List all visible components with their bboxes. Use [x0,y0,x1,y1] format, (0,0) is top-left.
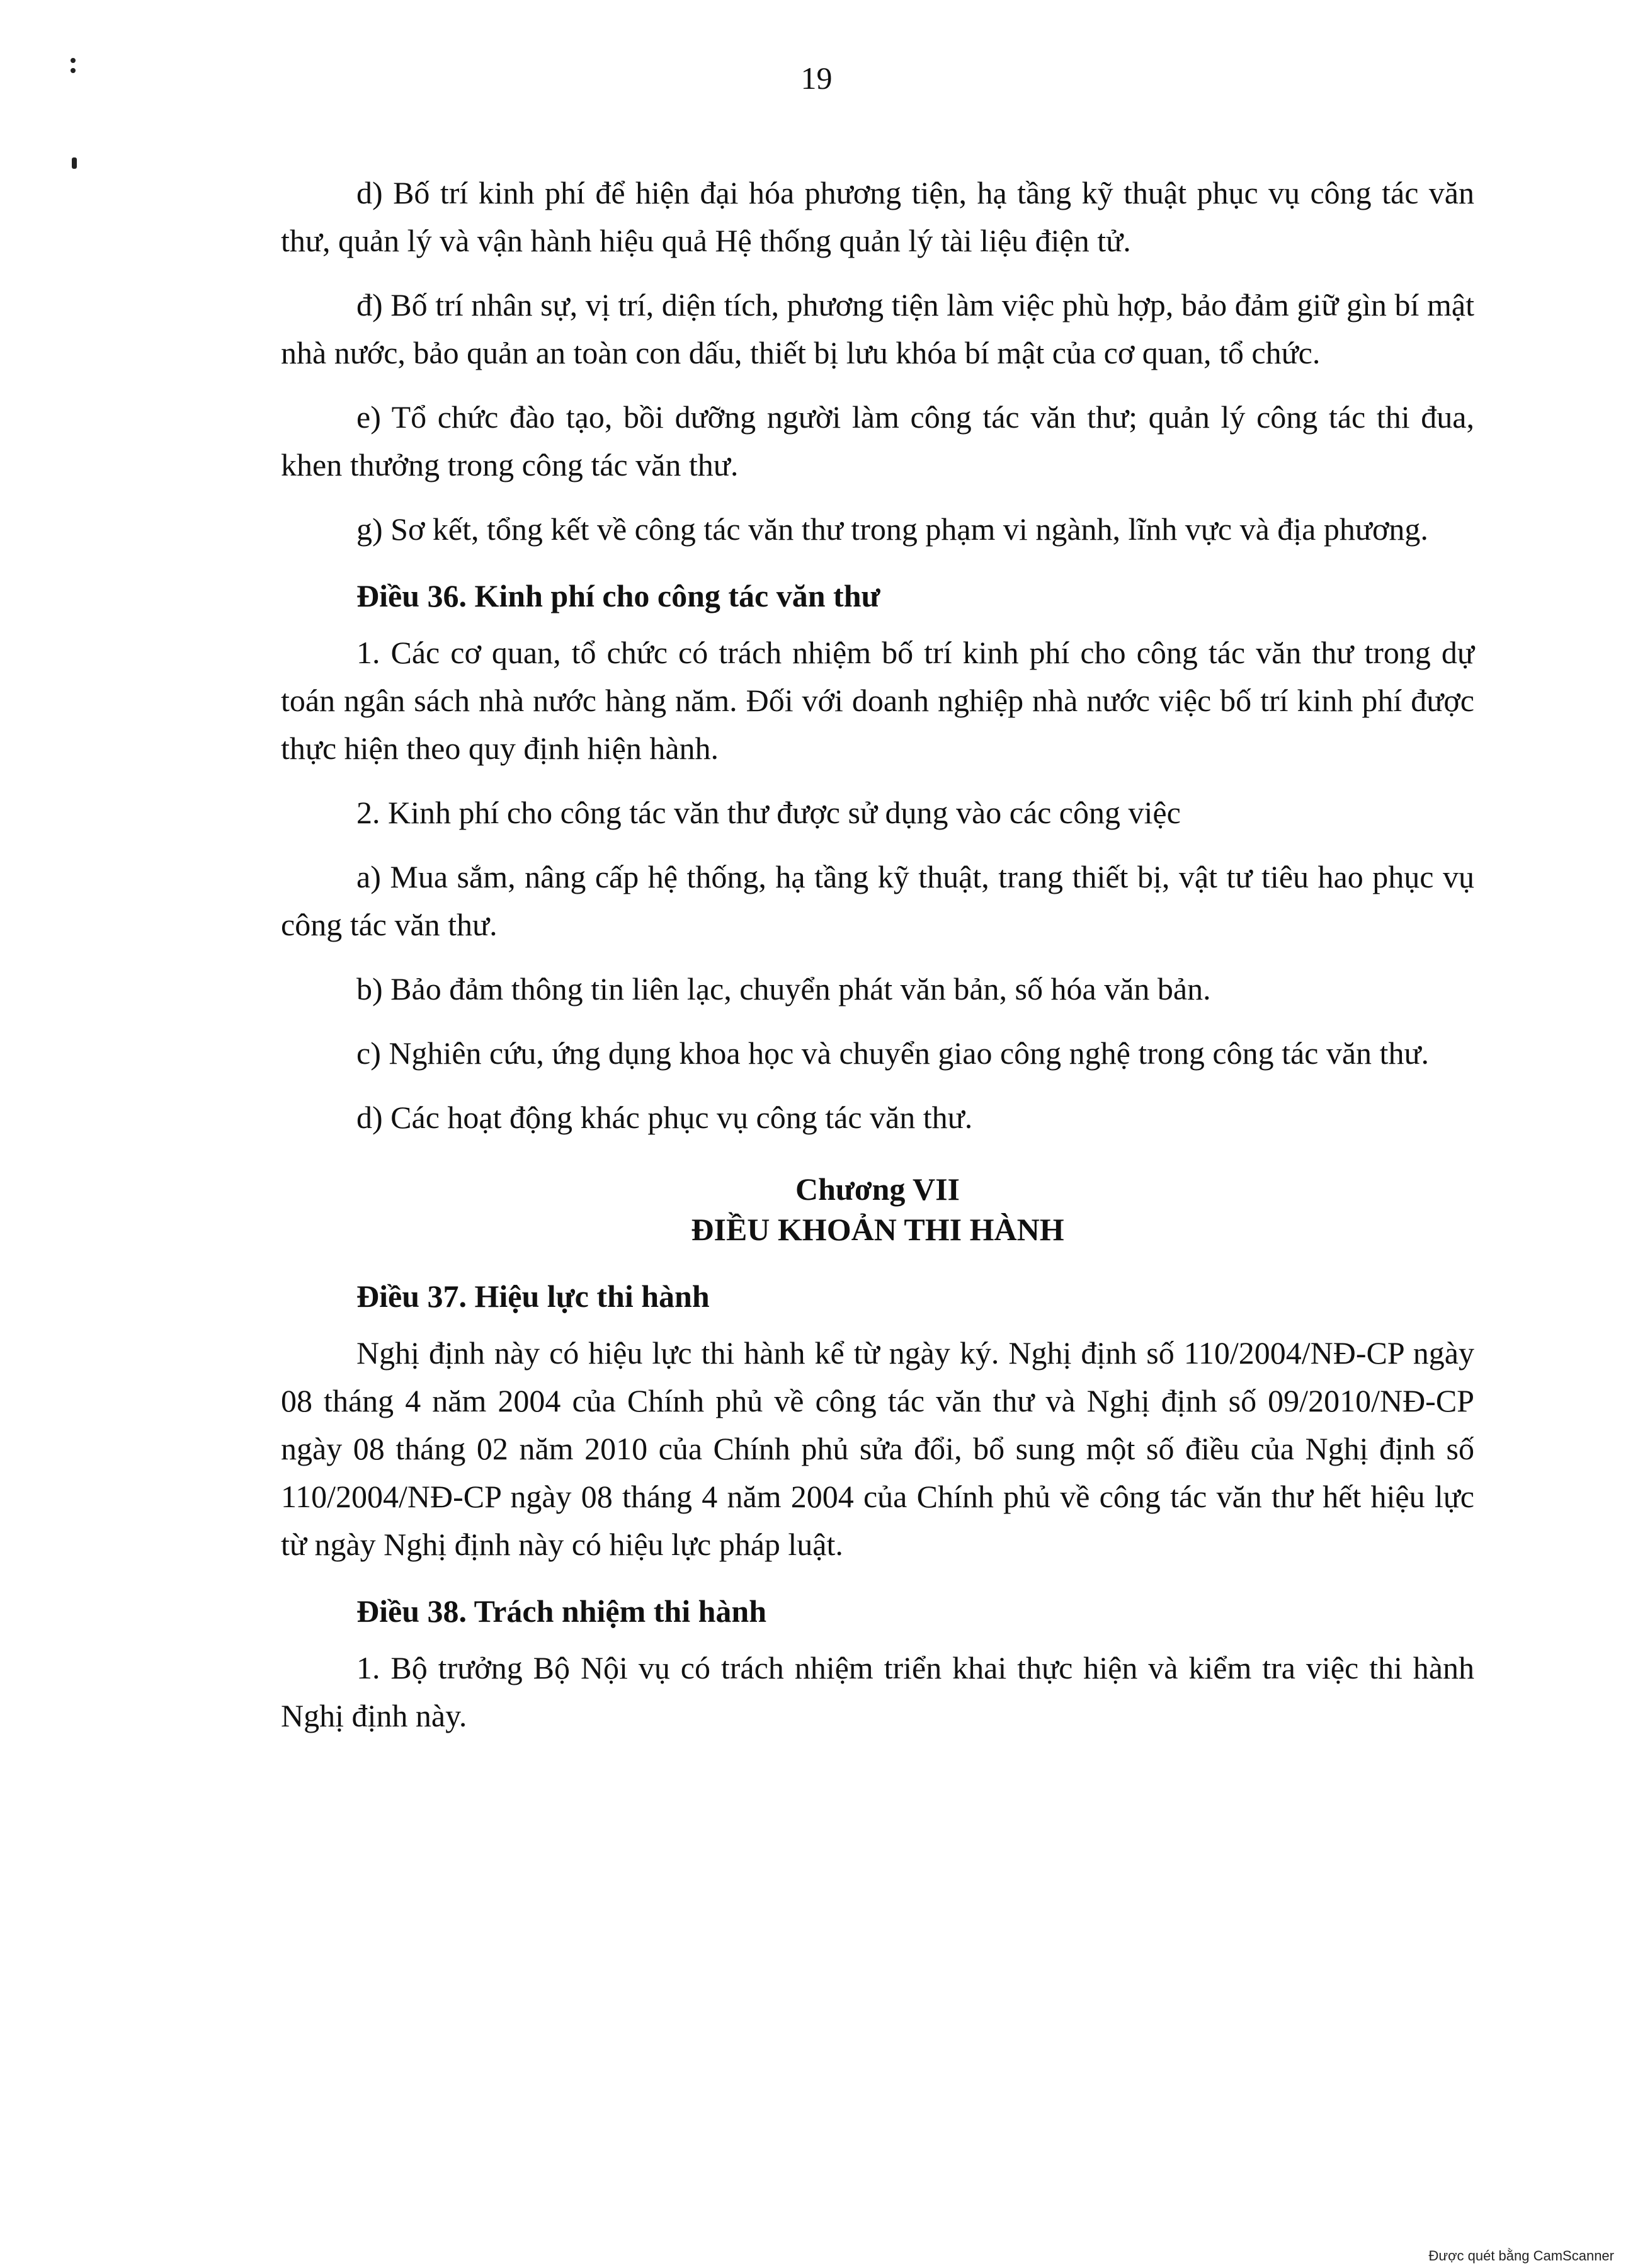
scan-speck [71,68,76,73]
scanner-footer-bar [0,2245,1633,2268]
article-37-text: Nghị định này có hiệu lực thi hành kể từ ngày ký. Nghị định số 110/2004/NĐ-CP ngày 08 tháng 4 năm 2004 của Chính phủ về công tác văn thư và Nghị định số 09/2010/NĐ-CP ngày 08 tháng 02 năm 2010 của Chính phủ sửa đổi, bổ sung một số điều của Nghị định số 110/2004/NĐ-CP ngày 08 tháng 4 năm 2004 của Chính phủ về công tác văn thư hết hiệu lực từ ngày Nghị định này có hiệu lực pháp luật. [281,1335,1474,1562]
article-37-heading: Điều 37. Hiệu lực thi hành [356,1279,710,1314]
paragraph-item-g: g) Sơ kết, tổng kết về công tác văn thư trong phạm vi ngành, lĩnh vực và địa phương. [356,511,1428,547]
scan-speck [72,157,77,169]
article-36-clause-1: 1. Các cơ quan, tổ chức có trách nhiệm bố trí kinh phí cho công tác văn thư trong dự toán ngân sách nhà nước hàng năm. Đối với doanh nghiệp nhà nước việc bố trí kinh phí được thực hiện theo quy định hiện hành. [281,635,1474,766]
scanner-watermark: Được quét bằng CamScanner [1428,2248,1614,2264]
page-number: 19 [800,60,833,96]
document-body [281,169,1474,1740]
paragraph-item-dd: đ) Bố trí nhân sự, vị trí, diện tích, phương tiện làm việc phù hợp, bảo đảm giữ gìn bí mật nhà nước, bảo quản an toàn con dấu, thiết bị lưu khóa bí mật của cơ quan, tổ chức. [281,287,1474,370]
article-36-item-a: a) Mua sắm, nâng cấp hệ thống, hạ tầng kỹ thuật, trang thiết bị, vật tư tiêu hao phục vụ công tác văn thư. [281,859,1474,942]
article-36-item-c: c) Nghiên cứu, ứng dụng khoa học và chuyển giao công nghệ trong công tác văn thư. [356,1035,1430,1071]
chapter-heading [281,1169,1474,1250]
scan-speck [71,58,76,63]
paragraph-item-e: e) Tổ chức đào tạo, bồi dưỡng người làm công tác văn thư; quản lý công tác thi đua, khen thưởng trong công tác văn thư. [281,399,1474,482]
article-36-item-b: b) Bảo đảm thông tin liên lạc, chuyển phát văn bản, số hóa văn bản. [356,971,1211,1006]
chapter-title: Chương VII [795,1171,960,1207]
article-36-item-d: d) Các hoạt động khác phục vụ công tác văn thư. [356,1100,973,1135]
paragraph-item-d: d) Bố trí kinh phí để hiện đại hóa phương tiện, hạ tầng kỹ thuật phục vụ công tác văn thư, quản lý và vận hành hiệu quả Hệ thống quản lý tài liệu điện tử. [281,175,1474,258]
chapter-subtitle: ĐIỀU KHOẢN THI HÀNH [691,1212,1064,1247]
article-38-clause-1: 1. Bộ trưởng Bộ Nội vụ có trách nhiệm triển khai thực hiện và kiểm tra việc thi hành Nghị định này. [281,1650,1474,1733]
article-36-heading: Điều 36. Kinh phí cho công tác văn thư [356,578,880,613]
article-36-clause-2: 2. Kinh phí cho công tác văn thư được sử dụng vào các công việc [356,795,1181,830]
article-38-heading: Điều 38. Trách nhiệm thi hành [356,1593,767,1629]
